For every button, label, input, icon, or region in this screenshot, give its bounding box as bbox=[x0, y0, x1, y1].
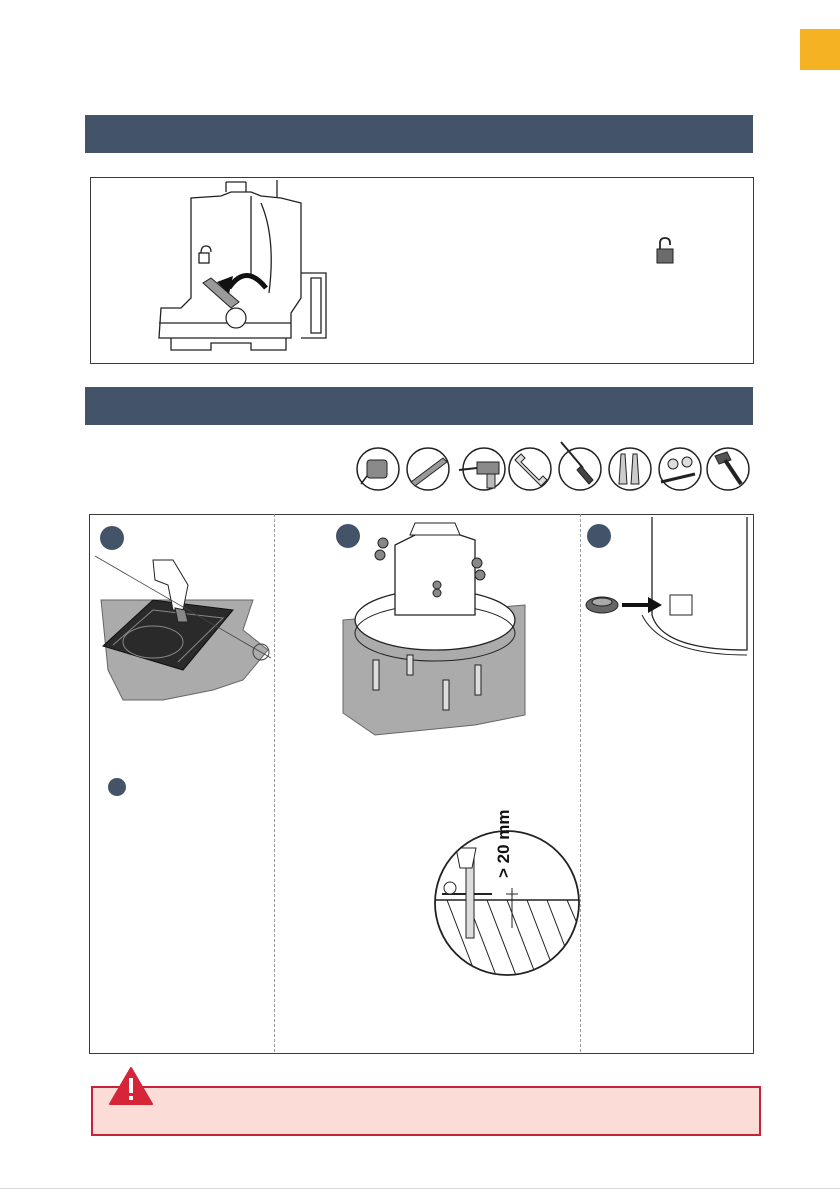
warning-box bbox=[91, 1086, 761, 1136]
level-icon bbox=[405, 446, 451, 492]
grommet-insert-illustration bbox=[582, 515, 752, 665]
section-header-installation bbox=[85, 387, 753, 425]
anchor-depth-label: > 20 mm bbox=[494, 809, 513, 878]
step-1-number bbox=[100, 526, 124, 550]
page-bottom-rule bbox=[0, 1188, 840, 1189]
warning-icon bbox=[108, 1066, 154, 1106]
chapter-tab bbox=[800, 29, 840, 70]
panel-divider-1 bbox=[274, 514, 275, 1052]
tape-measure-icon bbox=[355, 446, 401, 492]
wall-plugs-icon bbox=[607, 446, 653, 492]
template-marking-illustration bbox=[93, 550, 273, 710]
hammer-icon bbox=[705, 446, 751, 492]
screwdriver-icon bbox=[557, 440, 603, 492]
release-box bbox=[90, 177, 754, 364]
base-fixing-illustration bbox=[335, 515, 535, 740]
sub-step-number bbox=[108, 778, 126, 796]
tools-row bbox=[355, 440, 755, 492]
drill-icon bbox=[457, 446, 507, 492]
anchor-bolts-icon bbox=[657, 446, 703, 492]
unlock-icon bbox=[654, 236, 678, 266]
wrench-icon bbox=[507, 446, 553, 492]
motor-release-illustration bbox=[151, 178, 391, 363]
section-header-release bbox=[85, 115, 753, 153]
